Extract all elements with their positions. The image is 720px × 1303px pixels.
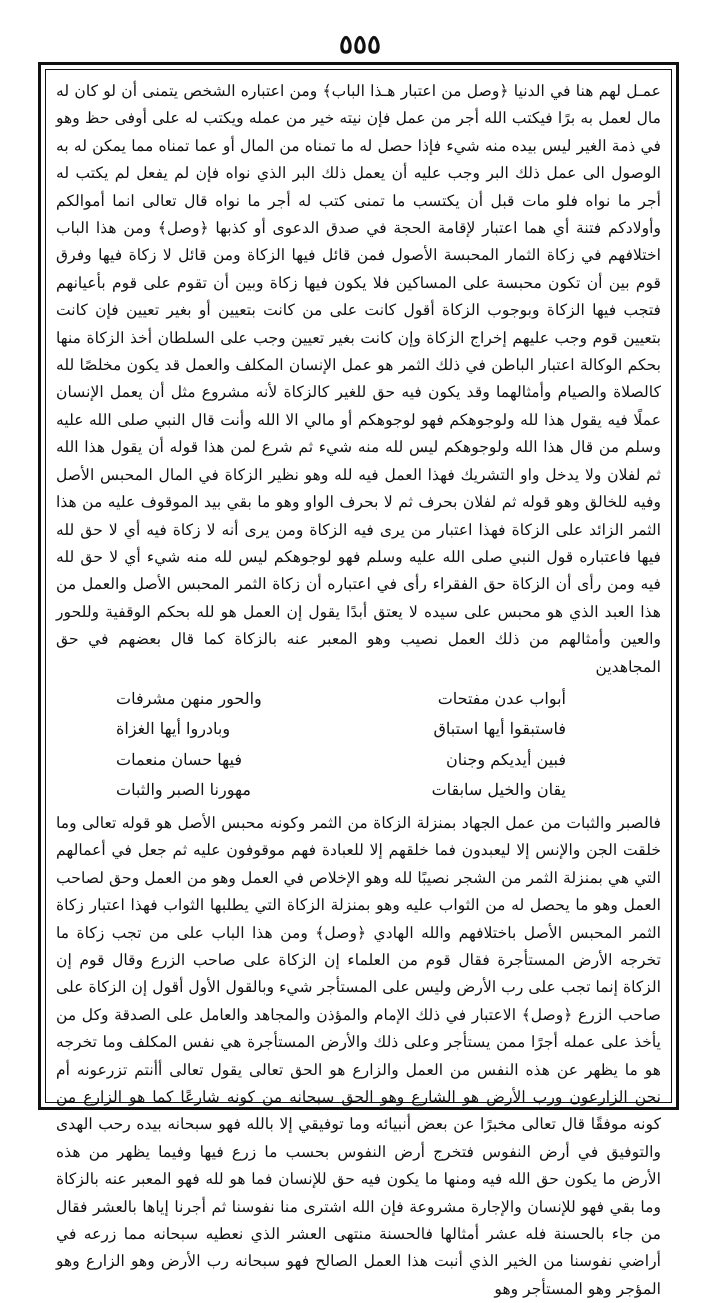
paragraph-2: فالصبر والثبات من عمل الجهاد بمنزلة الزكاة من الثمر وكونه محبس الأصل هو قوله تعالى وما خلقت الجن والإنس إلا ليعبدون فما خلقهم إلا للعبادة فهم موقوفون عليه ثم جعل في أعمالهم التي هي بمنزلة الثمر من الشجر نصيبًا لله وهو الإخلاص في العمل وهو من العمل وحق لصاحب العمل وهو ما يحصل له من الثواب عليه وهو بمنزلة الزكاة التي يطلبها الثواب فهذا اعتبار زكاة الثمر المحبس الأصل باختلافهم والله الهادي ﴿وصل﴾ ومن هذا الباب على من تجب زكاة ما تخرجه الأرض المستأجرة فقال قوم من العلماء إن الزكاة على صاحب الزرع وقال قوم إن الزكاة إنما تجب على رب الأرض وليس على المستأجر شيء وبالقول الأول أقول إن الزكاة على صاحب الزرع ﴿وصل﴾ الاعتبار في ذلك الإمام والمؤذن والمجاهد والعامل على الصدقة وكل من يأخذ على عمله أجرًا ممن يستأجر وعلى ذلك والأرض المستأجرة هي نفس المكلف وما تخرجه هو ما يظهر عن هذه النفس من العمل والزارع هو الحق تعالى يقول تعالى أأنتم تزرعونه أم نحن الزارعون ورب الأرض هو الشارع وهو الحق سبحانه من كونه شارعًا كما هو الزارع من كونه موفقًا قال تعالى مخبرًا عن بعض أنبيائه وما توفيقي إلا بالله فهو سبحانه بيده رحب الهدى والتوفيق في أرض النفوس فتخرج أرض النفوس بحسب ما زرع فيها وفيما يظهر من هذه الأرض ما يكون حق الله فيه ومنها ما يكون فيه حق للإنسان فما هو لله فهو المعبر عنه بالزكاة وما بقي فهو للإنسان والإجارة مشروعة فإن الله اشترى منا نفوسنا ثم أجرنا إياها بالعشر فقال من جاء بالحسنة فله عشر أمثالها فالحسنة منتهى العشر الذي نعطيه سبحانه مما زرعه في أراضي نفوسنا من الخير الذي أنبت هذا العمل الصالح فهو سبحانه رب الأرض وهو الزارع وهو المؤجر وهو المستأجر وهو [56, 813, 661, 1298]
poem-verse [116, 684, 566, 715]
page-number: ٥٥٥ [339, 30, 381, 60]
text-body [56, 78, 661, 1298]
poem-verse [116, 714, 566, 745]
page-border [38, 62, 679, 1298]
poem-verse [116, 745, 566, 776]
paragraph-1: عمـل لهم هنا في الدنيا ﴿وصل من اعتبار هـذا الباب﴾ ومن اعتباره الشخص يتمنى أن لو كان له مال لعمل به برًا فيكتب الله أجر من عمل فإن نيته خير من عمله ويكتب له على أوفى حظ وهو في ذمة الغير ليس بيده منه شيء فإذا حصل له ما تمناه من المال أو عما تمناه مما يمكن له به الوصول الى عمل ذلك البر وجب عليه أن يعمل ذلك البر الذي نواه فإن لم يفعل لم يكتب له أجر ما نواه فلو مات قبل أن يكتسب ما تمنى كتب له أجر ما نواه قال تعالى انما أموالكم وأولادكم فتنة أي هما اعتبار لإقامة الحجة في صدق الدعوى أو كذبها ﴿وصل﴾ ومن هذا الباب اختلافهم في زكاة الثمار المحبسة الأصول فمن قائل فيها الزكاة ومن قائل لا زكاة فيها وفرق قوم بين أن تكون محبسة على المساكين فلا يكون فيها زكاة وبين أن تقوم على قوم بأعيانهم فتجب فيها الزكاة وبوجوب الزكاة أقول كانت على من كانت بتعيين أو بغير تعيين فإن كانت بتعيين قوم وجب عليهم إخراج الزكاة وإن كانت بغير تعيين وجب على السلطان أخذ الزكاة منها بحكم الوكالة اعتبار الباطن في ذلك الثمر هو عمل الإنسان المكلف والعمل قد يكون مخلصًا لله كالصلاة والصيام وأمثالهما وقد يكون فيه حق للغير كالزكاة لأنه مشروع مثل أن يعمل الإنسان عملًا فيه يقول هذا لله ولوجوهكم فهو لوجوهكم أو مالي الا الله وأنت قال النبي صلى الله عليه وسلم من قال هذا الله ولوجوهكم ليس لله منه شيء ثم شرع لمن هذا قوله أن يقول هذا الله ثم لفلان ولا يدخل واو التشريك فهذا العمل فيه لله وهو نظير الزكاة في المال المحبس الأصل وفيه للخالق وهو قوله ثم لفلان بحرف ثم لا بحرف الواو وهو ما بقي بيد الموقوف عليه من هذا الثمر الزائد على الزكاة فهذا اعتبار من يرى فيه الزكاة ومن يرى أنه لا زكاة فيه أي لا حق لله فيها فاعتباره قول النبي صلى الله عليه وسلم فهو لوجوهكم ليس لله منه شيء أي لا حق لله فيه ومن رأى أن الزكاة حق الفقراء رأى في اعتباره أن زكاة الثمر المحبس الأصل والعمل من هذا العبد الذي هو محبس على سيده لا يعتق أبدًا يقول إن العمل هو لله بحكم الوقفية وللحور والعين وأمثالهم من ذلك العمل نصيب وهو المعبر عنه بالزكاة كما قال بعضهم في حق المجاهدين [56, 82, 661, 676]
verse-hemistich-right: فاستبقوا أيها استباق [433, 719, 566, 739]
verse-hemistich-left: مهورنا الصبر والثبات [116, 780, 251, 800]
verse-hemistich-right: يقان والخيل سابقات [431, 780, 566, 800]
verse-hemistich-right: أبواب عدن مفتحات [437, 688, 566, 708]
poem-verse [116, 775, 566, 806]
verse-hemistich-left: وبادروا أيها الغزاة [116, 719, 231, 739]
inner-border [45, 69, 672, 1298]
verse-hemistich-left: فيها حسان منعمات [116, 749, 242, 769]
poem [56, 684, 661, 806]
verse-hemistich-left: والحور منهن مشرفات [116, 688, 262, 708]
verse-hemistich-right: فبين أيديكم وجنان [446, 749, 566, 769]
